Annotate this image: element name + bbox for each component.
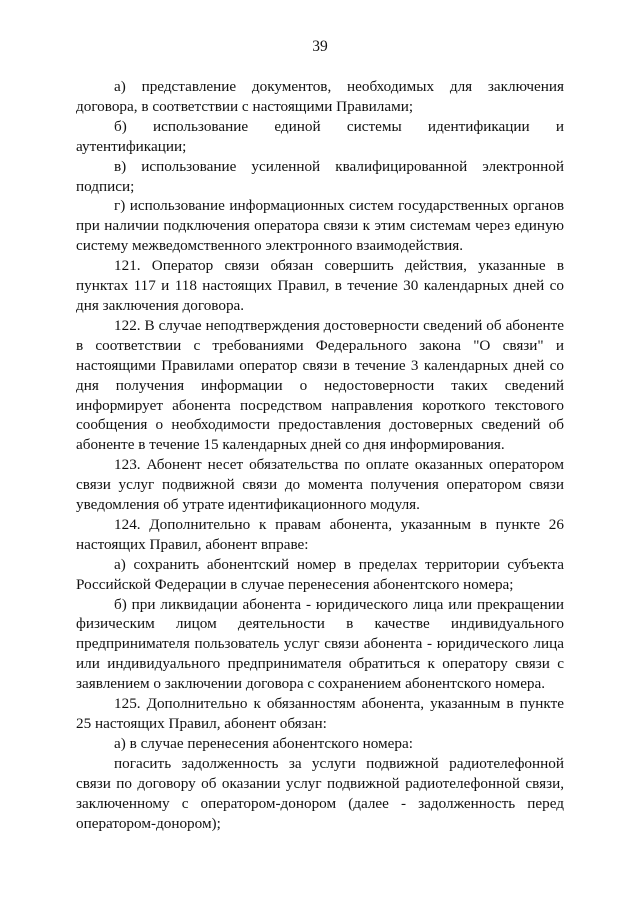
paragraph-122: 122. В случае неподтверждения достоверности сведений об абоненте в соответствии с требованиями Федерального закона "О связи" и настоящими Правилами оператор связи в течение 3 календарных дней со дня получения информации о недостоверности таких сведений информирует абонента посредством направления короткого текстового сообщения о необходимости предоставления достоверных сведений об абоненте в течение 15 календарных дней со дня информирования. — [76, 316, 564, 454]
paragraph-125-item-a: а) в случае перенесения абонентского номера: — [114, 734, 413, 752]
paragraph-124-item-a: а) сохранить абонентский номер в пределах территории субъекта Российской Федерации в случае перенесения абонентского номера; — [76, 555, 564, 593]
paragraph-item-v: в) использование усиленной квалифицированной электронной подписи; — [76, 157, 564, 195]
paragraph-124-item-b: б) при ликвидации абонента - юридического лица или прекращении физическим лицом деятельности в качестве индивидуального предпринимателя пользователь услуг связи абонента - юридического лица или индивидуального предпринимателя обратиться к оператору связи с заявлением о заключении договора с сохранением абонентского номера. — [76, 595, 564, 693]
paragraph-item-a: а) представление документов, необходимых для заключения договора, в соответствии с настоящими Правилами; — [76, 78, 564, 115]
document-body — [76, 77, 564, 833]
paragraph-item-g: г) использование информационных систем государственных органов при наличии подключения оператора связи к этим системам через единую систему межведомственного электронного взаимодействия. — [76, 197, 564, 255]
page-number: 39 — [312, 38, 328, 55]
paragraph-item-b: б) использование единой системы идентификации и аутентификации; — [76, 117, 564, 155]
paragraph-125: 125. Дополнительно к обязанностям абонента, указанным в пункте 25 настоящих Правил, абонент обязан: — [76, 695, 564, 732]
paragraph-123: 123. Абонент несет обязательства по оплате оказанных оператором связи услуг подвижной связи до момента получения оператором связи уведомления об утрате идентификационного модуля. — [76, 456, 564, 514]
paragraph-124: 124. Дополнительно к правам абонента, указанным в пункте 26 настоящих Правил, абонент вправе: — [76, 515, 564, 553]
paragraph-debt: погасить задолженность за услуги подвижной радиотелефонной связи по договору об оказании услуг подвижной радиотелефонной связи, заключенному с оператором-донором (далее - задолженность перед оператором-донором); — [76, 754, 564, 832]
paragraph-121: 121. Оператор связи обязан совершить действия, указанные в пунктах 117 и 118 настоящих Правил, в течение 30 календарных дней со дня заключения договора. — [76, 257, 564, 314]
